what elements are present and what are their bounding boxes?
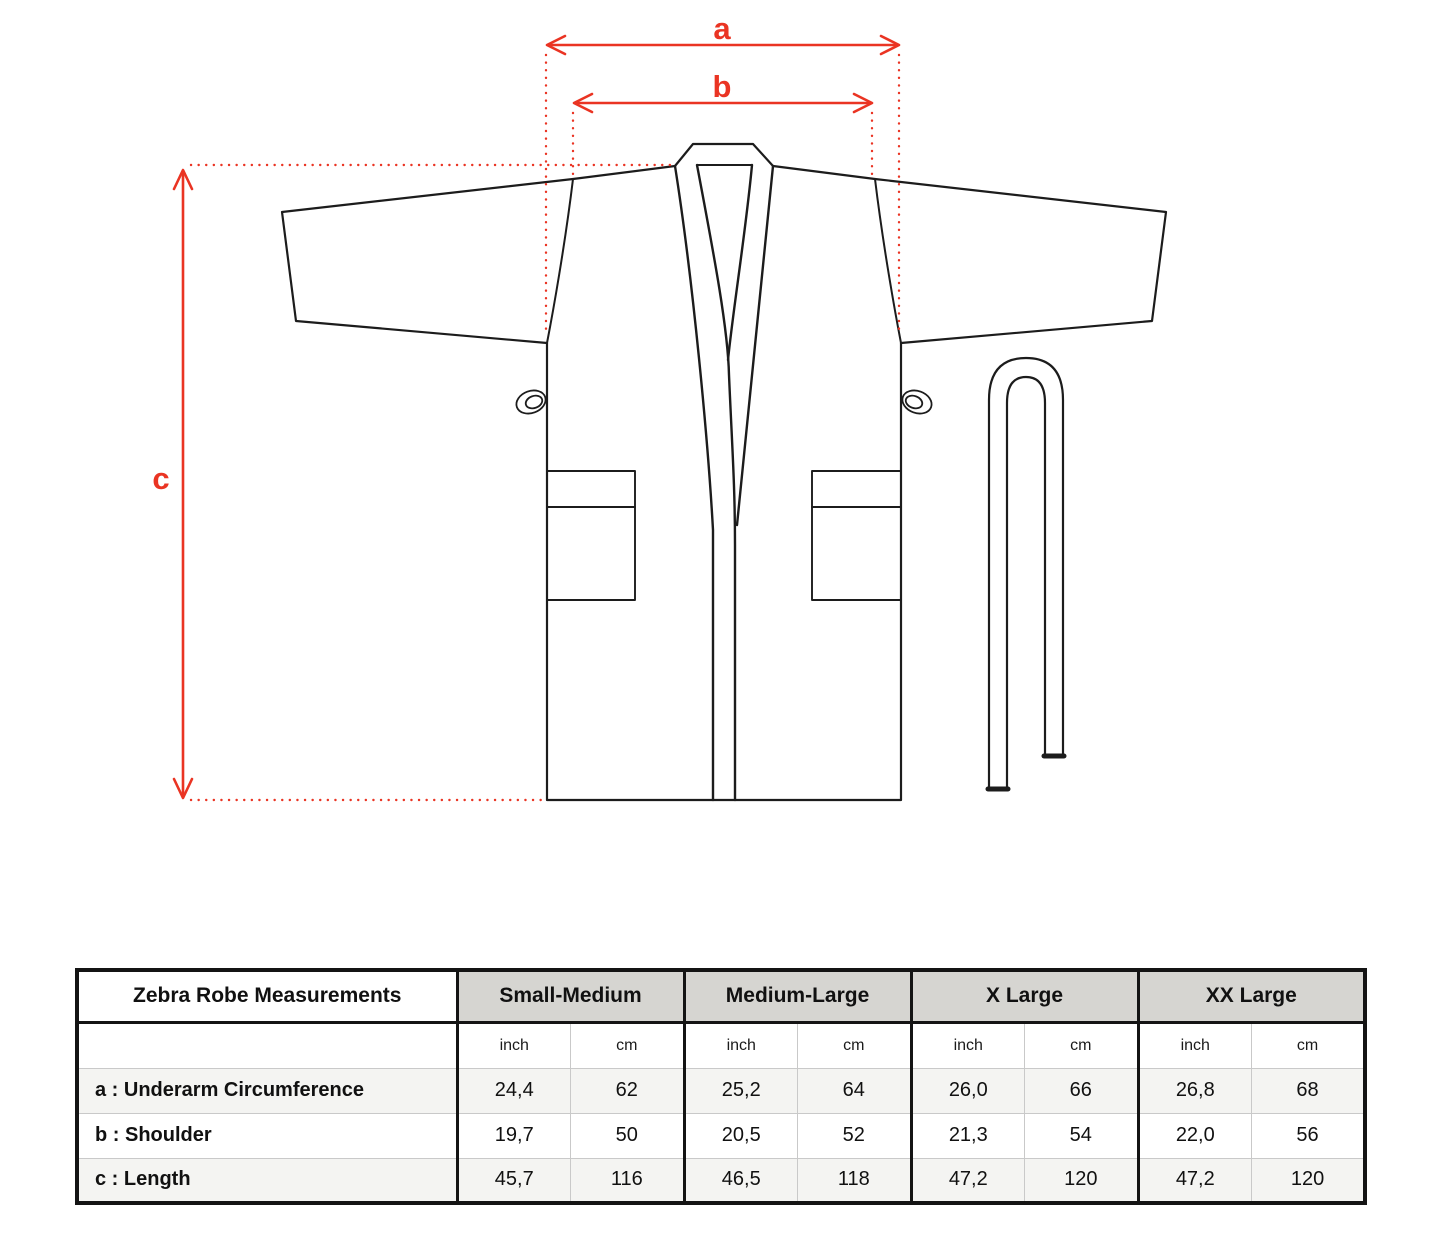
measurement-cell: 66 [1025,1068,1139,1113]
lapel-inner-left [697,165,735,800]
unit-header: cm [798,1022,912,1068]
table-header-row [77,970,1365,1022]
size-header-x-large: X Large [911,970,1138,1022]
left-belt-loop [513,387,549,418]
measurement-cell: 26,8 [1138,1068,1252,1113]
right-pocket [812,471,901,600]
table-title: Zebra Robe Measurements [77,970,457,1022]
left-sleeve [282,166,675,343]
unit-header: inch [1138,1022,1252,1068]
measurement-cell: 56 [1252,1113,1366,1158]
unit-header: inch [457,1022,571,1068]
measurement-cell: 50 [571,1113,685,1158]
dimension-label-c: c [152,461,170,496]
row-label: c : Length [77,1158,457,1203]
measurement-cell: 47,2 [1138,1158,1252,1203]
unit-header: inch [911,1022,1025,1068]
unit-header: cm [1025,1022,1139,1068]
measurement-cell: 26,0 [911,1068,1025,1113]
row-label: a : Underarm Circumference [77,1068,457,1113]
right-armhole-seam [875,179,901,343]
lapel-inner-right [728,165,752,360]
measurement-cell: 64 [798,1068,912,1113]
belt-inner-edge [1007,377,1045,789]
measurement-cell: 45,7 [457,1158,571,1203]
measurement-cell: 116 [571,1158,685,1203]
right-sleeve [773,166,1166,343]
measurement-cell: 25,2 [684,1068,798,1113]
dimension-label-a: a [713,11,731,46]
measurement-cell: 24,4 [457,1068,571,1113]
size-header-small-medium: Small-Medium [457,970,684,1022]
measurement-cell: 120 [1252,1158,1366,1203]
dotted-extension-lines [191,55,899,800]
table-row-shoulder [77,1113,1365,1158]
measurement-cell: 21,3 [911,1113,1025,1158]
measurement-cell: 120 [1025,1158,1139,1203]
measurement-cell: 19,7 [457,1113,571,1158]
empty-cell [77,1022,457,1068]
measurement-table [75,968,1367,1205]
unit-header: cm [1252,1022,1366,1068]
right-belt-loop [899,387,935,418]
measurement-cell: 118 [798,1158,912,1203]
unit-header: inch [684,1022,798,1068]
dimension-arrow-c [174,170,192,798]
lapel-outer-right [737,166,773,525]
row-label: b : Shoulder [77,1113,457,1158]
lapel-outer-left [675,166,713,800]
unit-header: cm [571,1022,685,1068]
robe-body [547,343,901,800]
table-row-length [77,1158,1365,1203]
measurement-cell: 20,5 [684,1113,798,1158]
measurement-cell: 47,2 [911,1158,1025,1203]
left-armhole-seam [547,179,573,343]
belt-outer-edge [989,358,1063,789]
collar-top [675,144,773,166]
measurement-cell: 68 [1252,1068,1366,1113]
measurement-cell: 22,0 [1138,1113,1252,1158]
unit-header-row [77,1022,1365,1068]
measurement-table-wrap [75,968,1364,1205]
measurement-cell: 62 [571,1068,685,1113]
measurement-cell: 54 [1025,1113,1139,1158]
dimension-label-b: b [712,69,732,104]
size-header-xx-large: XX Large [1138,970,1365,1022]
table-row-underarm [77,1068,1365,1113]
measurement-cell: 46,5 [684,1158,798,1203]
size-header-medium-large: Medium-Large [684,970,911,1022]
left-pocket [547,471,635,600]
measurement-cell: 52 [798,1113,912,1158]
